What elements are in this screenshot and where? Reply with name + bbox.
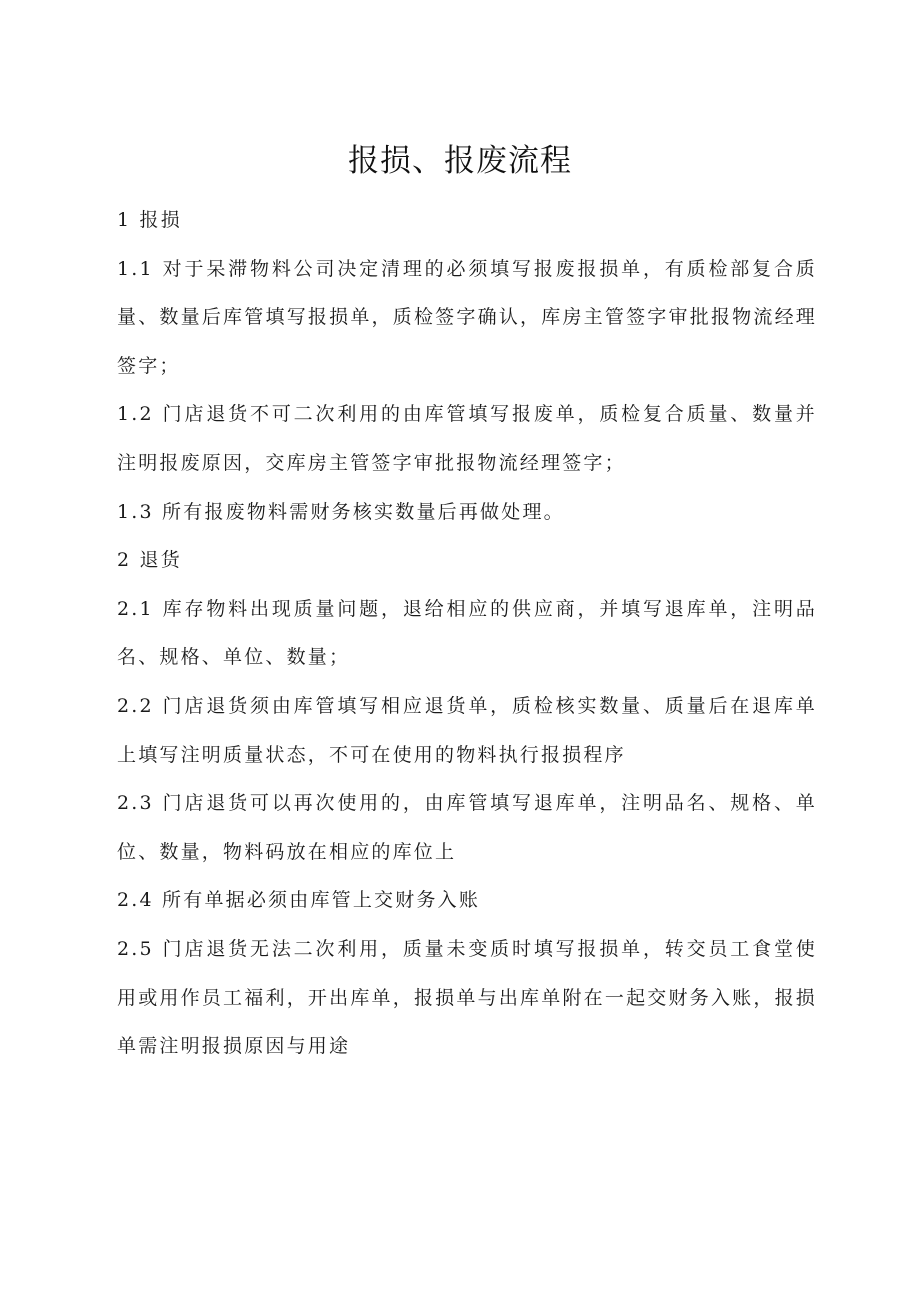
paragraph-2-1: 2.1 库存物料出现质量问题，退给相应的供应商，并填写退库单，注明品名、规格、单位、数量；: [117, 597, 817, 669]
section-baosun: [117, 196, 817, 536]
paragraph-1-2: 1.2 门店退货不可二次利用的由库管填写报废单，质检复合质量、数量并注明报废原因，交库房主管签字审批报物流经理签字；: [117, 403, 817, 474]
paragraph-2-4: 2.4 所有单据必须由库管上交财务入账: [117, 889, 481, 912]
section-tuihuo: [117, 536, 817, 1071]
paragraph-2-5: 2.5 门店退货无法二次利用，质量未变质时填写报损单，转交员工食堂使用或用作员工福利，开出库单，报损单与出库单附在一起交财务入账，报损单需注明报损原因与用途: [117, 937, 817, 1058]
paragraph-1-3: 1.3 所有报废物料需财务核实数量后再做处理。: [117, 500, 565, 523]
paragraph-2-2: 2.2 门店退货须由库管填写相应退货单，质检核实数量、质量后在退库单上填写注明质量状态，不可在使用的物料执行报损程序: [117, 694, 817, 766]
document-body: [117, 196, 817, 1071]
section-heading: 1 报损: [117, 209, 182, 231]
paragraph-2-3: 2.3 门店退货可以再次使用的，由库管填写退库单，注明品名、规格、单位、数量，物料码放在相应的库位上: [117, 792, 817, 863]
section-heading: 2 退货: [117, 549, 182, 572]
paragraph-1-1: 1.1 对于呆滞物料公司决定清理的必须填写报废报损单，有质检部复合质量、数量后库管填写报损单，质检签字确认，库房主管签字审批报物流经理签字；: [117, 257, 817, 377]
document-title: 报损、报废流程: [348, 143, 572, 179]
